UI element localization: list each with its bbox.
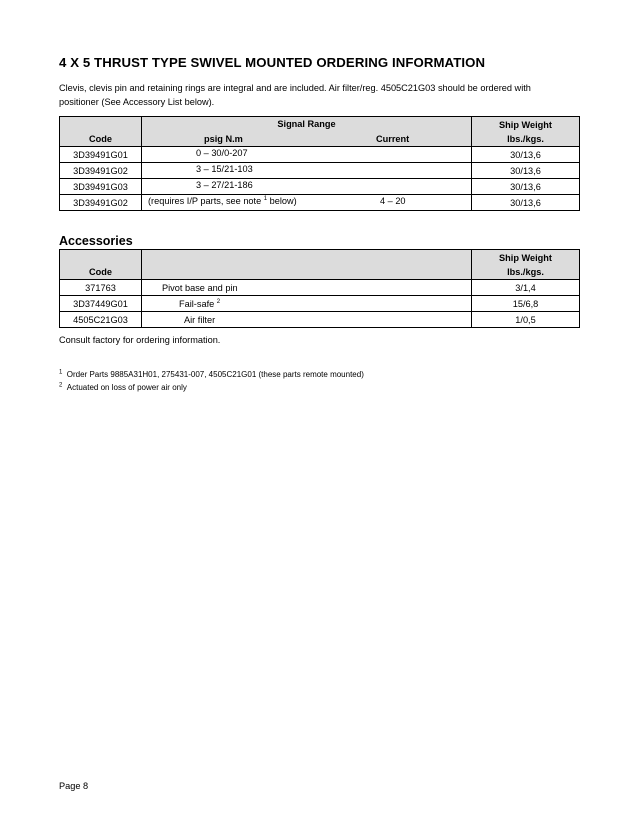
row-description: Fail-safe $^2$: [142, 296, 472, 312]
row-weight: 30/13,6: [472, 179, 580, 195]
table-row: [60, 163, 580, 179]
header-psig: psig N.m: [204, 134, 243, 144]
ordering-table: [59, 116, 580, 211]
row-weight: 1/0,5: [472, 312, 580, 328]
row-code: 3D39491G02: [60, 163, 142, 179]
header-description: [142, 250, 472, 280]
footnote-1: $^1$ Order Parts 9885A31H01, 275431-007, 4505C21G01 (these parts remote mounted): [59, 369, 364, 379]
header-signal-range: [142, 117, 472, 147]
header-ship-weight: Ship Weight lbs./kgs.: [472, 117, 580, 147]
row-description: Air filter: [142, 312, 472, 328]
row-weight: 15/6,8: [472, 296, 580, 312]
row-code: 371763: [60, 280, 142, 296]
table-row: [60, 296, 580, 312]
header-ship-weight: Ship Weight lbs./kgs.: [472, 250, 580, 280]
row-code: 3D39491G02: [60, 195, 142, 211]
row-weight: 30/13,6: [472, 147, 580, 163]
table-row: [60, 312, 580, 328]
page-title: 4 X 5 THRUST TYPE SWIVEL MOUNTED ORDERING INFORMATION: [59, 55, 486, 70]
footnote-2: $^2$ Actuated on loss of power air only: [59, 382, 187, 392]
header-code: Code: [60, 117, 142, 147]
accessories-heading: Accessories: [59, 234, 133, 248]
accessories-table: [59, 249, 580, 328]
row-code: 3D39491G01: [60, 147, 142, 163]
row-current: 4 – 20: [380, 196, 406, 206]
row-weight: 30/13,6: [472, 195, 580, 211]
row-weight: 3/1,4: [472, 280, 580, 296]
row-signal: [142, 195, 472, 211]
row-weight: 30/13,6: [472, 163, 580, 179]
row-code: 3D39491G03: [60, 179, 142, 195]
accessories-header-row: [60, 250, 580, 280]
header-current: Current: [376, 134, 410, 144]
row-note: (requires I/P parts, see note $^1$ below): [148, 195, 297, 206]
header-code: Code: [60, 250, 142, 280]
row-signal: 3 – 15/21-103: [142, 163, 472, 179]
row-code: 3D37449G01: [60, 296, 142, 312]
row-signal: 3 – 27/21-186: [142, 179, 472, 195]
row-description: Pivot base and pin: [142, 280, 472, 296]
consult-note: Consult factory for ordering information.: [59, 335, 221, 345]
table-row: [60, 179, 580, 195]
row-code: 4505C21G03: [60, 312, 142, 328]
intro-paragraph: Clevis, clevis pin and retaining rings are integral and are included. Air filter/reg. 4505C21G03 should be ordered with positioner (See Accessory List below).: [59, 83, 531, 107]
row-signal: 0 – 30/0-207: [142, 147, 472, 163]
header-signal-range-label: Signal Range: [277, 119, 336, 129]
ordering-header-row: [60, 117, 580, 147]
table-row: [60, 195, 580, 211]
table-row: [60, 280, 580, 296]
table-row: [60, 147, 580, 163]
page-number: Page 8: [59, 781, 89, 791]
